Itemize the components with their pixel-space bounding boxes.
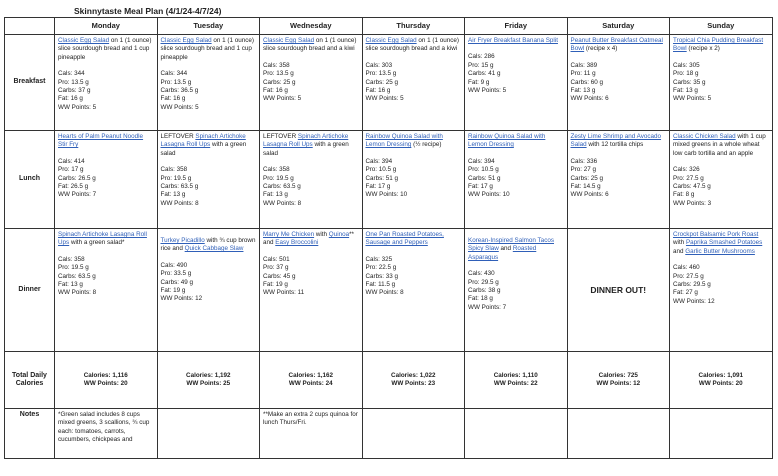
macro-pro: Pro: 13.5 g	[160, 78, 192, 86]
meal-note: with	[314, 231, 329, 238]
notes-cell	[362, 409, 465, 459]
macro-fat: Fat: 8 g	[673, 191, 695, 199]
recipe-link[interactable]: Rainbow Quinoa Salad with Lemon Dressing	[468, 133, 546, 149]
day-header-wednesday: Wednesday	[260, 18, 363, 35]
breakfast-cell	[362, 35, 465, 131]
recipe-link[interactable]: Classic Chicken Salad	[673, 133, 736, 140]
day-header-thursday: Thursday	[362, 18, 465, 35]
day-header-sunday: Sunday	[670, 18, 773, 35]
macro-cals: Cals: 430	[468, 270, 495, 278]
meal-description	[161, 37, 257, 62]
meal-description	[58, 37, 154, 62]
recipe-link[interactable]: Zesty Lime Shrimp and Avocado Salad	[570, 133, 662, 149]
macro-ww: WW Points: 7	[58, 191, 97, 199]
spacer	[366, 54, 462, 62]
page-title: Skinnytaste Meal Plan (4/1/24-4/7/24)	[74, 6, 222, 16]
lunch-cell	[157, 131, 260, 229]
total-calories: Calories: 1,110	[493, 371, 538, 379]
spacer	[58, 62, 154, 70]
macro-carbs: Carbs: 25 g	[263, 78, 296, 86]
macro-carbs: Carbs: 63.5 g	[58, 272, 96, 280]
macro-carbs: Carbs: 33 g	[365, 272, 399, 280]
meal-description	[468, 37, 564, 45]
daily-total-cell	[465, 352, 568, 409]
day-header-tuesday: Tuesday	[157, 18, 260, 35]
corner-cell	[5, 18, 55, 35]
day-header-monday: Monday	[55, 18, 158, 35]
macro-ww: WW Points: 10	[365, 191, 408, 199]
recipe-link[interactable]: Rainbow Quinoa Salad with Lemon Dressing	[365, 133, 443, 149]
macro-carbs: Carbs: 45 g	[263, 272, 296, 280]
meal-note: on 1 (1 ounce) slice sourdough bread and a kiwi	[263, 37, 357, 53]
macro-pro: Pro: 13.5 g	[58, 78, 89, 86]
total-ww-points: WW Points: 24	[288, 380, 333, 387]
macro-ww: WW Points: 5	[263, 95, 302, 103]
meal-note: with a green salad*	[69, 239, 125, 247]
spacer	[263, 248, 359, 256]
macro-cals: Cals: 303	[365, 61, 393, 69]
macro-ww: WW Points: 5	[58, 103, 97, 111]
spacer	[263, 54, 359, 62]
total-ww-points: WW Points: 23	[391, 380, 436, 387]
meal-description	[366, 37, 462, 54]
total-ww-points: WW Points: 20	[83, 380, 128, 387]
notes-cell	[465, 409, 568, 459]
recipe-link[interactable]: Quinoa	[328, 231, 350, 238]
macro-carbs: Carbs: 63.5 g	[160, 183, 199, 191]
meal-description	[468, 237, 564, 262]
total-ww-points: WW Points: 20	[698, 380, 743, 387]
macro-cals: Cals: 490	[160, 261, 188, 269]
macro-cals: Cals: 326	[673, 166, 700, 174]
macro-pro: Pro: 27.5 g	[673, 174, 704, 182]
meal-description	[571, 37, 667, 54]
macro-fat: Fat: 19 g	[263, 281, 288, 289]
macro-ww: WW Points: 5	[365, 95, 404, 103]
meal-description	[263, 231, 359, 248]
dinner-cell	[465, 229, 568, 352]
macro-carbs: Carbs: 29.5 g	[673, 281, 711, 289]
day-header-saturday: Saturday	[567, 18, 670, 35]
macro-carbs: Carbs: 47.5 g	[673, 183, 711, 191]
meal-description	[58, 231, 154, 248]
macro-ww: WW Points: 8	[365, 289, 404, 297]
macro-pro: Pro: 27.5 g	[673, 272, 704, 280]
meal-note: on 1 (1 ounce) slice sourdough bread and 1 cup pineapple	[58, 37, 152, 61]
recipe-link[interactable]: Classic Egg Salad	[263, 37, 315, 44]
macro-fat: Fat: 13 g	[58, 281, 83, 289]
meal-note: with	[673, 239, 686, 247]
dinner-cell	[362, 229, 465, 352]
macro-fat: Fat: 11.5 g	[365, 281, 396, 289]
macro-cals: Cals: 414	[58, 157, 85, 165]
notes-cell	[567, 409, 670, 459]
meal-description	[263, 133, 359, 158]
macro-cals: Cals: 358	[263, 61, 290, 69]
meal-note: with ¾ cup brown rice and	[160, 237, 256, 253]
macro-fat: Fat: 13 g	[160, 191, 186, 199]
recipe-link[interactable]: Air Fryer Breakfast Banana Split	[468, 37, 558, 44]
total-ww-points: WW Points: 22	[493, 380, 538, 387]
macro-pro: Pro: 22.5 g	[365, 264, 397, 272]
recipe-link[interactable]: Quick Cabbage Slaw	[184, 245, 244, 253]
total-calories: Calories: 1,116	[83, 371, 128, 379]
recipe-link[interactable]: Korean-Inspired Salmon Tacos Spicy Slaw	[468, 237, 554, 253]
macro-pro: Pro: 13.5 g	[365, 70, 397, 78]
daily-total-cell	[157, 352, 260, 409]
macro-pro: Pro: 11 g	[570, 70, 596, 78]
macro-carbs: Carbs: 51 g	[365, 174, 399, 182]
meal-note: ** and	[263, 231, 355, 247]
recipe-link[interactable]: Peanut Butter Breakfast Oatmeal Bowl	[570, 37, 663, 53]
macro-fat: Fat: 13 g	[570, 87, 596, 95]
macro-ww: WW Points: 3	[673, 199, 712, 207]
macro-pro: Pro: 19.5 g	[58, 264, 89, 272]
macro-fat: Fat: 13 g	[673, 87, 698, 95]
macro-cals: Cals: 460	[673, 264, 700, 272]
macro-pro: Pro: 15 g	[468, 61, 494, 69]
notes-cell	[260, 409, 363, 459]
macro-fat: Fat: 17 g	[468, 183, 493, 191]
meal-description	[673, 37, 769, 54]
dinner-cell	[670, 229, 773, 352]
meal-description	[263, 37, 359, 54]
spacer	[468, 45, 564, 53]
macro-pro: Pro: 33.5 g	[160, 270, 192, 278]
meal-note: with 1 cup mixed greens in a whole wheat low carb tortilla and an apple	[673, 133, 766, 157]
spacer	[366, 248, 462, 256]
meal-prefix: LEFTOVER	[160, 133, 196, 140]
macro-ww: WW Points: 8	[263, 199, 302, 207]
macro-pro: Pro: 10.5 g	[365, 166, 397, 174]
daily-total-cell	[670, 352, 773, 409]
meal-description	[673, 231, 769, 256]
meal-note: (recipe x 2)	[686, 45, 720, 53]
macro-cals: Cals: 394	[365, 157, 393, 165]
macro-pro: Pro: 19.5 g	[263, 174, 294, 182]
day-header-friday: Friday	[465, 18, 568, 35]
macro-ww: WW Points: 5	[468, 87, 507, 95]
spacer	[673, 256, 769, 264]
spacer	[673, 158, 769, 166]
spacer	[161, 158, 257, 166]
daily-total-cell	[260, 352, 363, 409]
spacer	[161, 254, 257, 262]
total-calories: Calories: 1,192	[186, 371, 231, 379]
meal-description	[58, 133, 154, 150]
macro-carbs: Carbs: 41 g	[468, 70, 501, 78]
macro-pro: Pro: 27 g	[570, 166, 597, 174]
recipe-link[interactable]: Garlic Butter Mushrooms	[685, 247, 755, 255]
dinner-cell	[55, 229, 158, 352]
meal-note: and	[673, 247, 686, 255]
macro-ww: WW Points: 5	[160, 103, 199, 111]
macro-ww: WW Points: 8	[58, 289, 97, 297]
macro-fat: Fat: 16 g	[365, 87, 391, 95]
macro-fat: Fat: 27 g	[673, 289, 698, 297]
total-ww-points: WW Points: 25	[186, 380, 231, 387]
breakfast-cell	[157, 35, 260, 131]
meal-description	[161, 133, 257, 158]
note-text: **Make an extra 2 cups quinoa for lunch Thurs/Fri.	[263, 411, 358, 427]
macro-ww: WW Points: 5	[673, 95, 712, 103]
macro-pro: Pro: 13.5 g	[263, 70, 294, 78]
macro-fat: Fat: 13 g	[263, 191, 288, 199]
meal-note: with a green salad	[263, 141, 349, 157]
macro-cals: Cals: 305	[673, 61, 700, 69]
macro-ww: WW Points: 6	[570, 191, 609, 199]
meal-plan-table	[4, 17, 773, 459]
macro-cals: Cals: 336	[570, 157, 598, 165]
meal-prefix: LEFTOVER	[263, 133, 298, 140]
daily-total-cell	[362, 352, 465, 409]
lunch-cell	[260, 131, 363, 229]
macro-ww: WW Points: 12	[160, 295, 203, 303]
macro-carbs: Carbs: 37 g	[58, 87, 91, 95]
macro-ww: WW Points: 8	[160, 199, 199, 207]
spacer	[263, 158, 359, 166]
spacer	[58, 150, 154, 158]
row-label-breakfast: Breakfast	[5, 35, 55, 131]
recipe-link[interactable]: Classic Egg Salad	[58, 37, 110, 44]
macro-carbs: Carbs: 25 g	[365, 78, 399, 86]
meal-description	[366, 133, 462, 150]
total-calories: Calories: 1,022	[391, 371, 436, 379]
total-ww-points: WW Points: 12	[596, 380, 641, 387]
notes-cell	[55, 409, 158, 459]
macro-carbs: Carbs: 60 g	[570, 78, 604, 86]
recipe-link[interactable]: Hearts of Palm Peanut Noodle Stir Fry	[58, 133, 144, 149]
spacer	[571, 54, 667, 62]
macro-carbs: Carbs: 49 g	[160, 278, 194, 286]
macro-cals: Cals: 344	[160, 70, 188, 78]
macro-ww: WW Points: 12	[673, 297, 715, 305]
recipe-link[interactable]: Classic Egg Salad	[365, 37, 417, 44]
macro-carbs: Carbs: 36.5 g	[160, 87, 199, 95]
dinner-cell	[260, 229, 363, 352]
macro-fat: Fat: 16 g	[58, 95, 83, 103]
spacer	[468, 150, 564, 158]
macro-carbs: Carbs: 63.5 g	[263, 183, 301, 191]
breakfast-cell	[465, 35, 568, 131]
recipe-link[interactable]: One Pan Roasted Potatoes, Sausage and Peppers	[365, 231, 444, 247]
note-text: *Green salad includes 8 cups mixed greens, 3 scallions, ¾ cup each: tomatoes, carrots, cucumbers, chickpeas and	[58, 411, 150, 444]
breakfast-cell	[567, 35, 670, 131]
macro-cals: Cals: 501	[263, 255, 290, 263]
recipe-link[interactable]: Paprika Smashed Potatoes	[685, 239, 763, 247]
meal-description	[571, 133, 667, 150]
macro-carbs: Carbs: 25 g	[570, 174, 604, 182]
macro-cals: Cals: 358	[160, 166, 188, 174]
meal-description	[161, 237, 257, 254]
macro-fat: Fat: 9 g	[468, 78, 490, 86]
spacer	[161, 62, 257, 70]
meal-note: with a green salad	[160, 141, 247, 157]
lunch-cell	[362, 131, 465, 229]
spacer	[571, 150, 667, 158]
recipe-link[interactable]: Spinach Artichoke Lasagna Roll Ups	[58, 231, 147, 247]
recipe-link[interactable]: Classic Egg Salad	[160, 37, 212, 44]
spacer	[58, 248, 154, 256]
breakfast-cell	[55, 35, 158, 131]
lunch-cell	[55, 131, 158, 229]
lunch-cell	[465, 131, 568, 229]
row-label-notes: Notes	[5, 409, 55, 459]
macro-pro: Pro: 19.5 g	[160, 174, 192, 182]
macro-cals: Cals: 325	[365, 255, 393, 263]
macro-cals: Cals: 358	[263, 166, 290, 174]
macro-ww: WW Points: 11	[263, 289, 305, 297]
row-label-totals: Total Daily Calories	[5, 352, 55, 409]
dinner-out-cell: DINNER OUT!	[567, 229, 670, 352]
notes-cell	[157, 409, 260, 459]
macro-cals: Cals: 286	[468, 53, 495, 61]
total-calories: Calories: 1,162	[288, 371, 333, 379]
daily-total-cell	[567, 352, 670, 409]
meal-description	[366, 231, 462, 248]
macro-carbs: Carbs: 26.5 g	[58, 174, 96, 182]
macro-pro: Pro: 17 g	[58, 166, 84, 174]
spacer	[366, 150, 462, 158]
recipe-link[interactable]: Turkey Picadillo	[160, 237, 205, 244]
meal-note: on 1 (1 ounce) slice sourdough bread and a kiwi	[365, 37, 459, 53]
spacer	[673, 54, 769, 62]
meal-note: (½ recipe)	[411, 141, 442, 149]
macro-fat: Fat: 16 g	[160, 95, 186, 103]
macro-carbs: Carbs: 35 g	[673, 78, 706, 86]
lunch-cell	[670, 131, 773, 229]
macro-ww: WW Points: 7	[468, 303, 507, 311]
recipe-link[interactable]: Spinach Artichoke Lasagna Roll Ups	[160, 133, 246, 149]
macro-fat: Fat: 17 g	[365, 183, 391, 191]
recipe-link[interactable]: Crockpot Balsamic Pork Roast	[673, 231, 759, 238]
recipe-link[interactable]: Easy Broccolini	[275, 239, 319, 247]
macro-cals: Cals: 344	[58, 70, 85, 78]
total-calories: Calories: 725	[598, 371, 638, 379]
macro-carbs: Carbs: 38 g	[468, 287, 501, 295]
macro-pro: Pro: 18 g	[673, 70, 699, 78]
row-label-dinner: Dinner	[5, 229, 55, 352]
macro-pro: Pro: 37 g	[263, 264, 289, 272]
macro-ww: WW Points: 6	[570, 95, 609, 103]
notes-cell	[670, 409, 773, 459]
macro-fat: Fat: 14.5 g	[570, 183, 601, 191]
spacer	[468, 262, 564, 270]
macro-pro: Pro: 29.5 g	[468, 278, 499, 286]
daily-total-cell	[55, 352, 158, 409]
macro-cals: Cals: 389	[570, 61, 598, 69]
breakfast-cell	[670, 35, 773, 131]
meal-note: (recipe x 4)	[584, 45, 618, 53]
lunch-cell	[567, 131, 670, 229]
macro-carbs: Carbs: 51 g	[468, 174, 501, 182]
breakfast-cell	[260, 35, 363, 131]
macro-cals: Cals: 394	[468, 157, 495, 165]
macro-fat: Fat: 18 g	[468, 295, 493, 303]
meal-note: on 1 (1 ounce) slice sourdough bread and 1 cup pineapple	[160, 37, 254, 61]
recipe-link[interactable]: Marry Me Chicken	[263, 231, 315, 238]
dinner-cell	[157, 229, 260, 352]
macro-cals: Cals: 358	[58, 255, 85, 263]
macro-fat: Fat: 16 g	[263, 87, 288, 95]
meal-description	[673, 133, 769, 158]
macro-pro: Pro: 10.5 g	[468, 166, 499, 174]
total-calories: Calories: 1,091	[698, 371, 743, 379]
row-label-lunch: Lunch	[5, 131, 55, 229]
meal-note: with 12 tortilla chips	[586, 141, 644, 149]
macro-ww: WW Points: 10	[468, 191, 510, 199]
meal-description	[468, 133, 564, 150]
macro-fat: Fat: 19 g	[160, 287, 186, 295]
recipe-link[interactable]: Roasted Asparagus	[468, 245, 537, 261]
meal-note: and	[498, 245, 513, 253]
macro-fat: Fat: 26.5 g	[58, 183, 89, 191]
recipe-link[interactable]: Tropical Chia Pudding Breakfast Bowl	[673, 37, 764, 53]
recipe-link[interactable]: Spinach Artichoke Lasagna Roll Ups	[263, 133, 349, 149]
